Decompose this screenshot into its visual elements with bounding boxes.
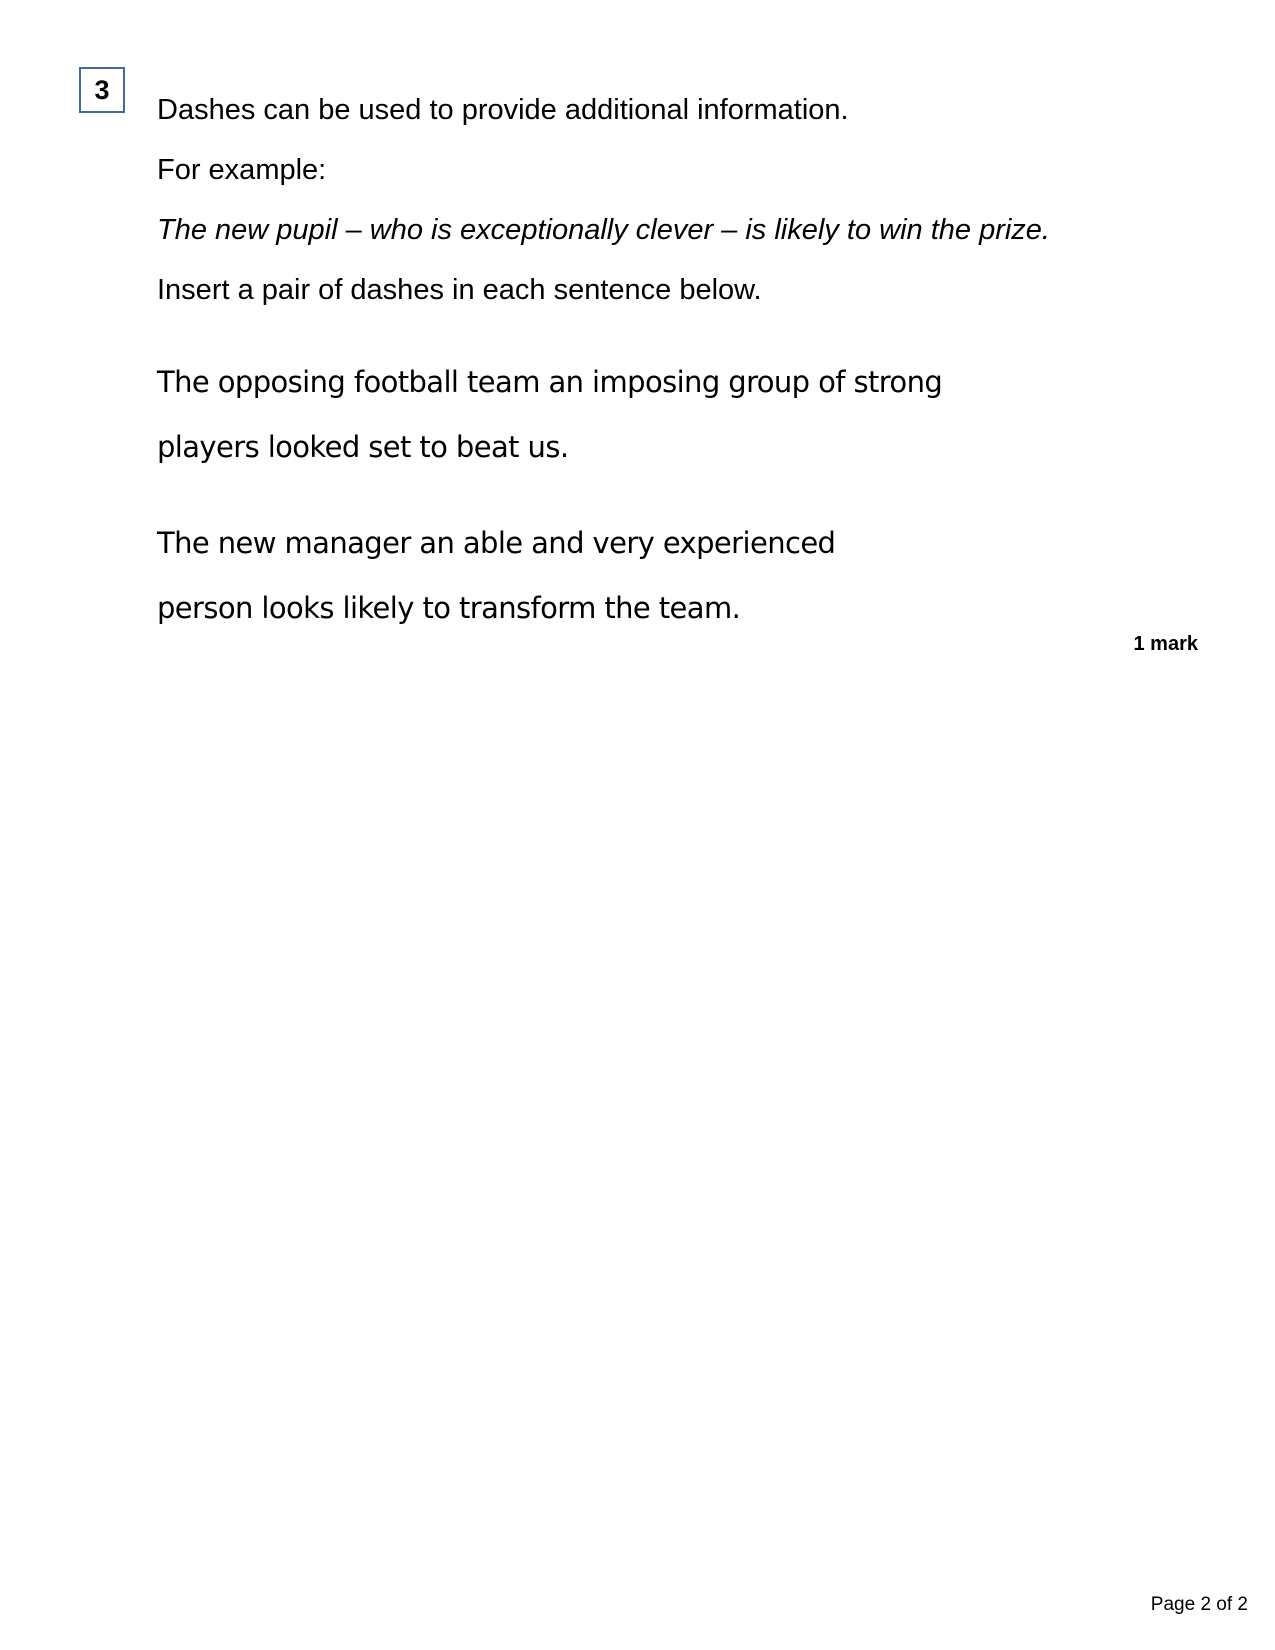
page-number: Page 2 of 2 — [1150, 1594, 1248, 1615]
question-intro: Dashes can be used to provide additional information. — [157, 94, 849, 126]
question-number-box: 3 — [79, 67, 125, 113]
sentence-2-line-1[interactable]: The new manager an able and very experienced — [157, 526, 836, 560]
question-instruction: Insert a pair of dashes in each sentence below. — [157, 274, 762, 306]
sentence-1-line-2[interactable]: players looked set to beat us. — [157, 430, 569, 464]
marks-label: 1 mark — [1133, 633, 1198, 655]
example-sentence: The new pupil – who is exceptionally clever – is likely to win the prize. — [157, 214, 1050, 246]
sentence-2-line-2[interactable]: person looks likely to transform the team. — [157, 591, 741, 625]
sentence-1-line-1[interactable]: The opposing football team an imposing group of strong — [157, 365, 943, 399]
example-label: For example: — [157, 154, 327, 186]
